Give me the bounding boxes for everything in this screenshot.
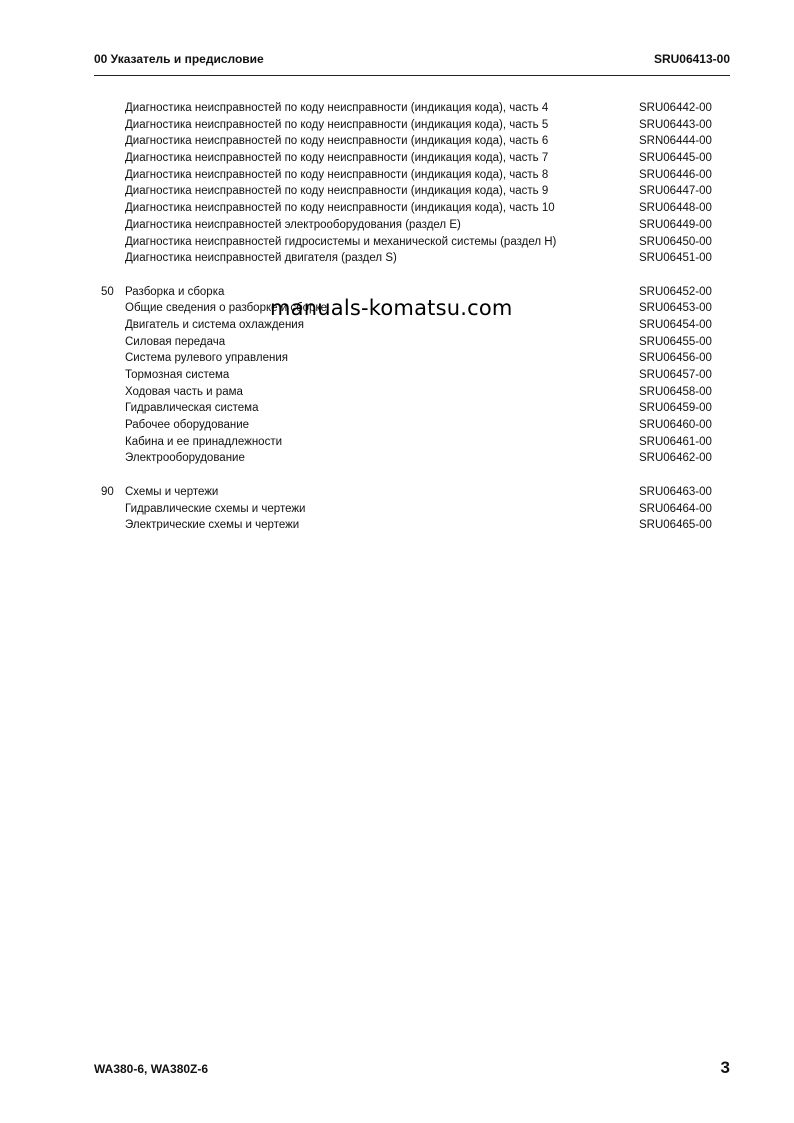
toc-entry-code: SRU06452-00	[639, 285, 712, 298]
toc-entry-code: SRU06461-00	[639, 435, 712, 448]
toc-entry-code: SRU06446-00	[639, 168, 712, 181]
page-header	[94, 52, 730, 70]
toc-entry-code: SRU06458-00	[639, 385, 712, 398]
toc-entry-title: Общие сведения о разборке и сборке	[125, 302, 328, 315]
document-code: SRU06413-00	[653, 52, 730, 66]
toc-entry-title: Электрооборудование	[125, 452, 245, 465]
toc-entry-code: SRU06449-00	[639, 218, 712, 231]
toc-entry-title: Рабочее оборудование	[125, 419, 250, 432]
toc-entry-title: Диагностика неисправностей по коду неисправности (индикация кода), часть 6	[125, 135, 549, 148]
toc-entry-code: SRU06462-00	[639, 452, 712, 465]
toc-entry-title: Диагностика неисправностей по коду неисправности (индикация кода), часть 4	[125, 102, 549, 114]
toc-entry-code: SRU06456-00	[639, 352, 712, 365]
toc-entry-title: Тормозная система	[125, 369, 230, 381]
toc-entry-title: Диагностика неисправностей гидросистемы и механической системы (раздел H)	[125, 235, 557, 248]
toc-entry-title: Разборка и сборка	[125, 285, 225, 298]
toc-entry-title: Гидравлические схемы и чертежи	[125, 502, 306, 515]
toc-entry-title: Диагностика неисправностей по коду неисправности (индикация кода), часть 5	[125, 118, 549, 131]
group-spacer	[94, 267, 730, 284]
toc-row	[94, 100, 730, 117]
toc-row	[94, 217, 730, 234]
watermark-text: manuals-komatsu.com	[270, 296, 513, 320]
toc-row	[94, 501, 730, 518]
toc-entry-code: SRN06444-00	[639, 135, 712, 148]
toc-row	[94, 167, 730, 184]
toc-row	[94, 133, 730, 150]
page-number: 3	[720, 1058, 730, 1077]
toc-entry-code: SRU06451-00	[639, 252, 712, 265]
toc-entry-title: Система рулевого управления	[125, 352, 289, 365]
toc-row	[94, 234, 730, 251]
toc-entry-code: SRU06453-00	[639, 302, 712, 315]
toc-row	[94, 417, 730, 434]
toc-entry-title: Электрические схемы и чертежи	[125, 519, 300, 532]
toc-row	[94, 200, 730, 217]
toc-row	[94, 450, 730, 467]
toc-entry-title: Диагностика неисправностей двигателя (раздел S)	[125, 252, 397, 265]
group-spacer	[94, 467, 730, 484]
toc-entry-code: SRU06454-00	[639, 318, 712, 331]
section-number: 90	[101, 485, 114, 498]
header-divider	[94, 75, 730, 76]
toc-entry-title: Диагностика неисправностей по коду неисправности (индикация кода), часть 10	[125, 202, 555, 215]
toc-entry-title: Ходовая часть и рама	[125, 385, 243, 398]
footer-model: WA380-6, WA380Z-6	[94, 1062, 209, 1076]
toc-entry-title: Двигатель и система охлаждения	[125, 318, 304, 331]
toc-entry-code: SRU06457-00	[639, 369, 712, 381]
toc-entry-code: SRU06463-00	[639, 485, 712, 498]
toc-entry-code: SRU06443-00	[639, 118, 712, 131]
toc-entry-title: Диагностика неисправностей электрооборудования (раздел E)	[125, 218, 461, 231]
toc-entry-title: Диагностика неисправностей по коду неисправности (индикация кода), часть 9	[125, 185, 549, 198]
toc-entry-code: SRU06464-00	[639, 502, 712, 515]
toc-row	[94, 334, 730, 351]
toc-entry-code: SRU06465-00	[639, 519, 712, 532]
toc-row	[94, 384, 730, 401]
toc-row	[94, 150, 730, 167]
toc-row	[94, 367, 730, 384]
toc-entry-code: SRU06455-00	[639, 335, 712, 348]
toc-row	[94, 350, 730, 367]
toc-entry-title: Гидравлическая система	[125, 402, 259, 415]
toc-entry-title: Схемы и чертежи	[125, 485, 219, 498]
toc-entry-code: SRU06460-00	[639, 419, 712, 432]
toc-entry-title: Кабина и ее принадлежности	[125, 435, 283, 448]
toc-row	[94, 250, 730, 267]
toc-row	[94, 517, 730, 534]
toc-row	[94, 484, 730, 501]
toc-entry-title: Диагностика неисправностей по коду неисправности (индикация кода), часть 8	[125, 168, 549, 181]
section-title: 00 Указатель и предисловие	[94, 52, 264, 66]
toc-entry-title: Диагностика неисправностей по коду неисправности (индикация кода), часть 7	[125, 152, 549, 165]
toc-entry-code: SRU06448-00	[639, 202, 712, 215]
toc-entry-code: SRU06459-00	[639, 402, 712, 415]
toc-row	[94, 117, 730, 134]
toc-entry-code: SRU06442-00	[639, 102, 712, 114]
toc-row	[94, 183, 730, 200]
toc-entry-code: SRU06445-00	[639, 152, 712, 165]
section-number: 50	[101, 285, 114, 298]
toc-entry-code: SRU06447-00	[639, 185, 712, 198]
toc-entry-code: SRU06450-00	[639, 235, 712, 248]
toc-entry-title: Силовая передача	[125, 335, 226, 348]
toc-row	[94, 434, 730, 451]
toc-row	[94, 400, 730, 417]
